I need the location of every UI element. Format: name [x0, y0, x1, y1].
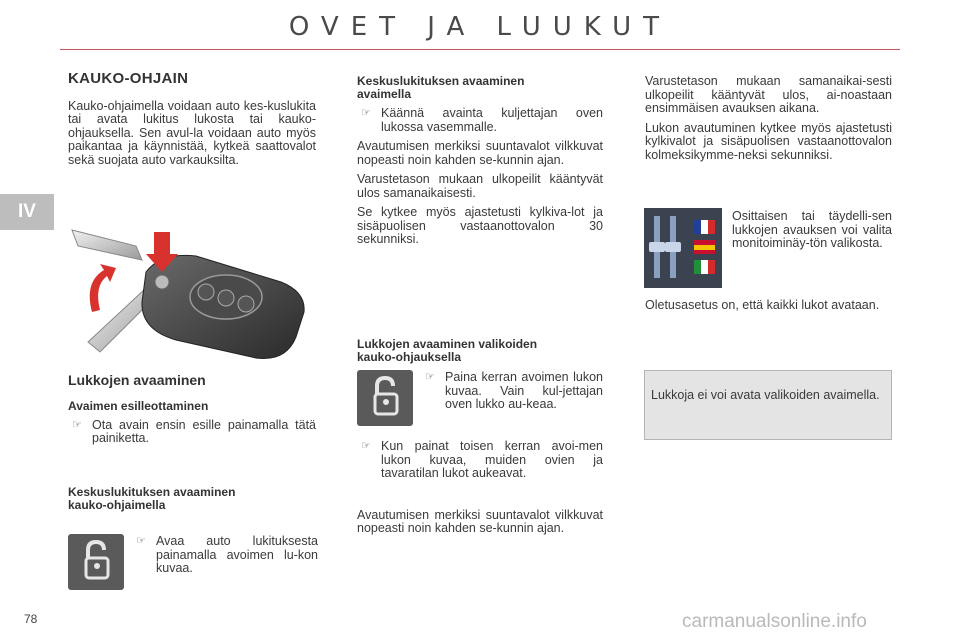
column-1-lower [68, 374, 316, 518]
pointing-finger-icon: ☞ [136, 535, 146, 547]
paragraph-mirrors: Varustetason mukaan ulkopeilit kääntyvät ulos samanaikaisesti. [357, 172, 603, 200]
bullet-press-once: ☞ Paina kerran avoimen lukon kuvaa. Vain kul-jettajan oven lukko au-keaa. [425, 370, 603, 411]
paragraph-lights: Se kytkee myös ajastetusti kylkiva-lot ja sisäpuolisen vastaanottovalon 30 sekunniksi. [357, 205, 603, 246]
rotate-arrow-icon [90, 264, 116, 312]
paragraph-default: Oletusasetus on, että kaikki lukot avataan. [645, 298, 880, 312]
chapter-tab: IV [0, 194, 54, 230]
pointing-finger-icon: ☞ [425, 371, 435, 383]
column-2 [357, 75, 603, 253]
bullet-key-release: ☞ Ota avain ensin esille painamalla tätä painiketta. [72, 417, 316, 445]
pointing-finger-icon: ☞ [72, 418, 82, 431]
column-3-menu-text [732, 210, 892, 257]
column-2-lower [357, 338, 603, 370]
paragraph-lights-30s: Lukon avautuminen kytkee myös ajastetusti kylkivalot ja sisäpuolisen vastaanottovalon kolmeksikymme-neksi sekunniksi. [645, 120, 892, 162]
bullet-press-twice: ☞ Kun painat toisen kerran avoi-men lukon kuvaa, muiden ovien ja tavaratilan lukot aukeavat. [361, 439, 603, 480]
column-2-bottom [357, 440, 603, 542]
header-rule [60, 49, 900, 50]
fob-boot-button [238, 296, 254, 312]
subheading-selective-unlock: Lukkojen avaaminen valikoiden kauko-ohjauksella [357, 337, 538, 364]
paragraph-mirrors-first: Varustetason mukaan samanaikai-sesti ulkopeilit kääntyvät ulos, ai-noastaan ensimmäisen avauksen aikana. [645, 74, 892, 115]
column-1 [68, 72, 316, 173]
note-text: Lukkoja ei voi avata valikoiden avaimella. [651, 388, 880, 402]
open-padlock-icon [357, 370, 413, 426]
open-padlock-icon [68, 534, 124, 590]
key-release-button [155, 275, 169, 289]
note-box [644, 370, 892, 440]
page-title: OVET JA LUUKUT [288, 12, 672, 42]
remote-key-illustration [66, 212, 316, 372]
column-3-default [645, 299, 892, 319]
paragraph-indicators-2: Avautumisen merkiksi suuntavalot vilkkuvat nopeasti noin kahden se-kunnin ajan. [357, 507, 603, 535]
bullet-press-once-wrap [421, 371, 603, 418]
subheading-key-release: Avaimen esilleottaminen [68, 398, 209, 413]
pointing-finger-icon: ☞ [361, 107, 371, 119]
section-heading-unlocking: Lukkojen avaaminen [68, 372, 206, 388]
watermark: carmanualsonline.info [682, 611, 867, 632]
intro-paragraph: Kauko-ohjaimella voidaan auto kes-kuslukita tai avata lukitus lukosta tai kauko-ohjauksella. Sen avul-la voidaan auto myös paikantaa ja käynnistää, kytkeä saattovalot sekä suojata auto varkauksilta. [68, 98, 316, 167]
folded-key-blade [72, 230, 142, 260]
bullet-turn-key: ☞ Käännä avainta kuljettajan oven lukossa vasemmalle. [361, 106, 603, 134]
paragraph-menu-select: Osittaisen tai täydelli-sen lukkojen avauksen voi valita monitoiminäy-tön valikosta. [732, 209, 892, 250]
column-3 [645, 75, 892, 168]
bullet-open-lock-remote-wrap [132, 535, 318, 582]
pointing-finger-icon: ☞ [361, 440, 371, 452]
flags-menu-icon [644, 208, 722, 288]
page-number: 78 [24, 612, 38, 626]
section-heading-remote: KAUKO-OHJAIN [68, 70, 189, 87]
paragraph-indicators: Avautumisen merkiksi suuntavalot vilkkuvat nopeasti noin kahden se-kunnin ajan. [357, 139, 603, 167]
subheading-central-unlock-key: Keskuslukituksen avaaminen avaimella [357, 74, 525, 101]
fob-lock-button [198, 284, 214, 300]
bullet-open-lock-remote: ☞ Avaa auto lukituksesta painamalla avoimen lu-kon kuvaa. [136, 534, 318, 575]
fob-unlock-button [218, 290, 234, 306]
subheading-central-unlock-remote: Keskuslukituksen avaaminen kauko-ohjaimella [68, 484, 236, 512]
